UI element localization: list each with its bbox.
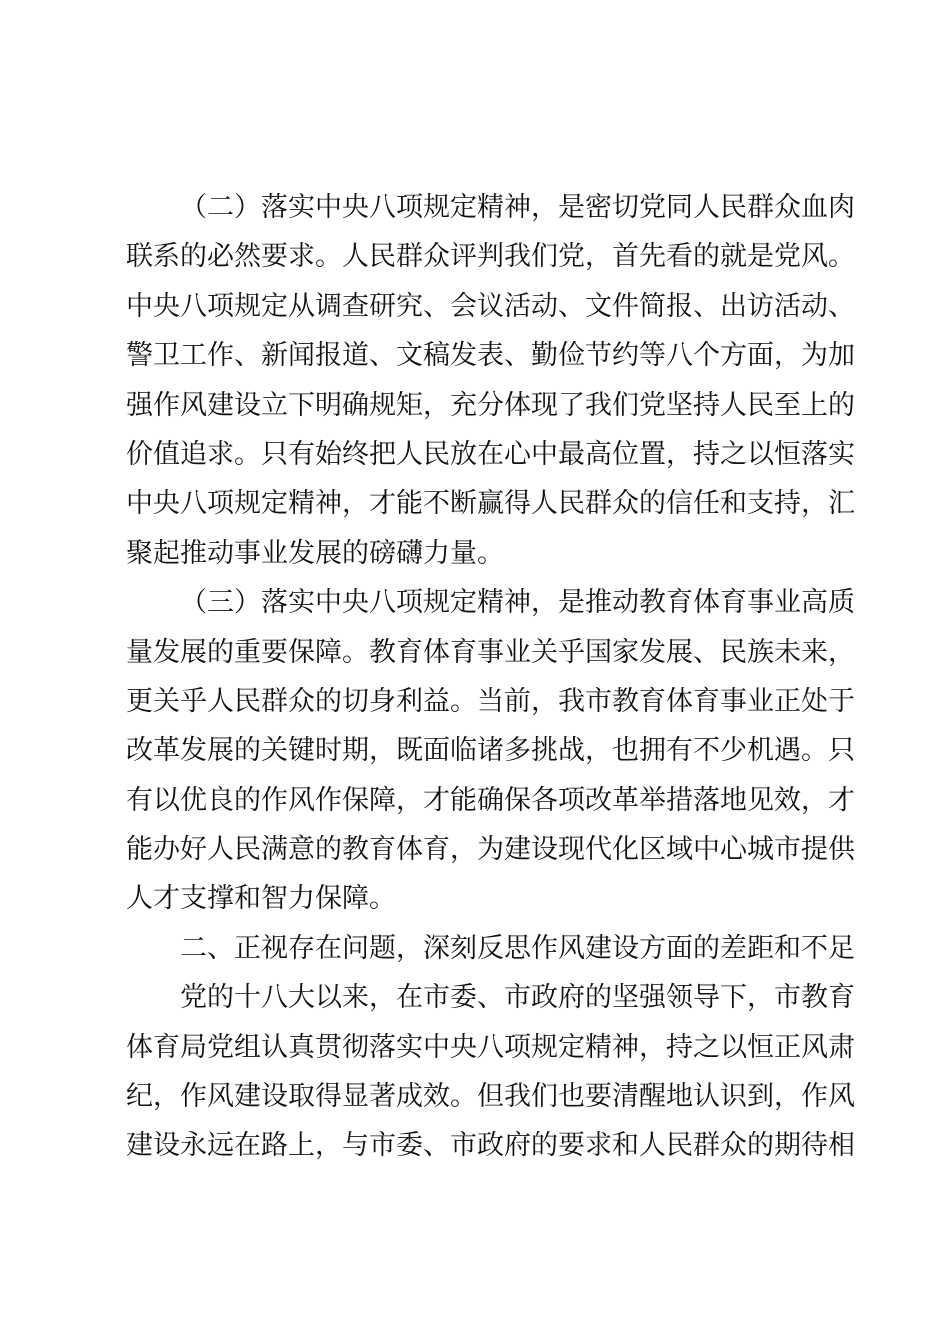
text-line: 量发展的重要保障。教育体育事业关乎国家发展、民族未来， (126, 636, 855, 668)
heading-part-2 (126, 924, 855, 973)
section-heading: 二、正视存在问题，深刻反思作风建设方面的差距和不足 (180, 932, 855, 964)
body-text (126, 183, 855, 1171)
text-line: 联系的必然要求。人民群众评判我们党，首先看的就是党风。 (126, 241, 855, 273)
text-line: 改革发展的关键时期，既面临诸多挑战，也拥有不少机遇。只 (126, 735, 855, 767)
paragraph-section-2 (126, 183, 855, 578)
text-line: 价值追求。只有始终把人民放在心中最高位置，持之以恒落实 (126, 438, 855, 470)
text-line: （三）落实中央八项规定精神，是推动教育体育事业高质 (180, 587, 855, 619)
text-line: 纪，作风建设取得显著成效。但我们也要清醒地认识到，作风 (126, 1081, 855, 1113)
text-line: 党的十八大以来，在市委、市政府的坚强领导下，市教育 (180, 982, 855, 1014)
text-line: 体育局党组认真贯彻落实中央八项规定精神，持之以恒正风肃 (126, 1031, 855, 1063)
text-line: 聚起推动事业发展的磅礴力量。 (126, 537, 504, 569)
text-line: 警卫工作、新闻报道、文稿发表、勤俭节约等八个方面，为加 (126, 340, 855, 372)
text-line: 有以优良的作风作保障，才能确保各项改革举措落地见效，才 (126, 784, 855, 816)
paragraph-section-3 (126, 578, 855, 924)
text-line: 中央八项规定从调查研究、会议活动、文件简报、出访活动、 (126, 290, 855, 322)
text-line: 中央八项规定精神，才能不断赢得人民群众的信任和支持，汇 (126, 488, 855, 520)
text-line: 人才支撑和智力保障。 (126, 883, 396, 915)
text-line: 强作风建设立下明确规矩，充分体现了我们党坚持人民至上的 (126, 389, 855, 421)
text-line: 建设永远在路上，与市委、市政府的要求和人民群众的期待相 (126, 1130, 855, 1162)
text-line: 更关乎人民群众的切身利益。当前，我市教育体育事业正处于 (126, 685, 855, 717)
paragraph-part-2-intro (126, 973, 855, 1171)
text-line: （二）落实中央八项规定精神，是密切党同人民群众血肉 (180, 192, 855, 223)
text-line: 能办好人民满意的教育体育，为建设现代化区域中心城市提供 (126, 834, 855, 866)
